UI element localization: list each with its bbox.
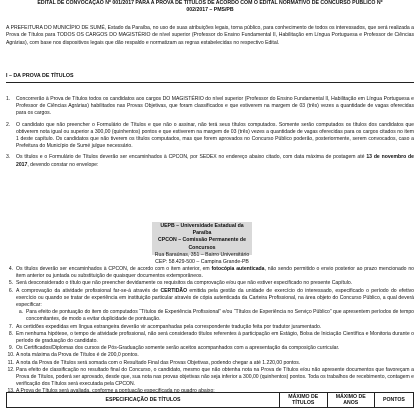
item-number: 10.: [7, 352, 15, 359]
list-item: [6, 280, 414, 287]
item-number: 11.: [7, 359, 15, 366]
item-text: [16, 266, 414, 280]
item-text-part: A comprovação da atividade profissional far-se-á através de: [16, 287, 161, 294]
list-subitem: [16, 309, 414, 323]
section-divider: [6, 82, 414, 83]
item-number: 5.: [8, 280, 14, 287]
item-text: As certidões expedidas em língua estrangeira deverão vir acompanhadas pela correspondente tradução feita por tradutor juramentado.: [16, 323, 322, 330]
list-item: [6, 345, 414, 352]
item-text: Em nenhuma hipótese, o tempo de atividade profissional, não será considerado títulos referentes à participação em Estágio, Bolsa de Iniciação Científica e Monitoria durante o período de graduação do candidato.: [16, 330, 414, 345]
item-number: 4.: [8, 266, 14, 272]
table-header-cell: PONTOS: [374, 393, 413, 408]
item-number: 9.: [8, 345, 14, 352]
list-item: [6, 266, 414, 280]
item-text-part: , devendo constar no envelope:: [27, 161, 99, 168]
item-number: 13.: [7, 388, 15, 395]
table-header-cell: MÁXIMO DE TÍTULOS: [280, 393, 327, 408]
address-line-2: CPCON – Comissão Permanente de Concursos: [158, 237, 246, 251]
item-text: [16, 154, 414, 168]
item-text-part: Os títulos deverão ser encaminhados à CPCON, de acordo com o item anterior, em: [16, 266, 212, 272]
item-text: Concorrerão à Prova de Títulos todos os candidatos aos cargos DO MAGISTÉRIO do nível superior (Professor do Ensino Fundamental II, Habilitação em Língua Portuguesa e Professor de Ciências Agrárias) habilitados nas Provas Objetivas, que foram classificados e que estiverem na margem de 03 (três) vezes a quantidade de vagas oferecidas para os cargos.: [16, 96, 414, 117]
item-text: O candidato que não preencher o Formulário de Títulos e que não o assinar, não terá seus títulos computados. Somente serão computados os títulos dos candidatos que obtiverem nota igual ou superior a 300,00 (quinhentos) pontos e que estiverem na margem de 03 (três) vezes a quantidade de vagas oferecidas para os cargos citados no item 1 deste capítulo. Os candidatos que não tiverem os títulos computados, mas que forem aprovados no Concurso Público poderão, posteriormente, serem convocados, caso a Prefeitura do Município de Sumé julgue necessário.: [16, 121, 414, 150]
item-number: 8.: [8, 330, 14, 337]
item-emphasis: CERTIDÃO: [160, 287, 188, 294]
header-line-1: EDITAL DE CONVOCAÇÃO Nº 001/2017 PARA A PROVA DE TÍTULOS DE ACORDO COM O EDITAL NORMATIVO DE CONCURSO PÚBLICO Nº: [37, 0, 383, 6]
item-text: A nota máxima da Prova de Títulos é de 200,0 pontos.: [16, 352, 139, 359]
address-line-3: Rua Baraúnas, 351 – Bairro Universitário: [154, 251, 250, 258]
item-number: 2.: [6, 121, 11, 128]
item-text: Para efeito de classificação no resultado final do Concurso, o candidato, mesmo que não obtenha nota na Prova de Títulos e/ou não apresente documentos que favoreçam a Prova de Títulos, poderá ser aprovado, desde que, sua nota nas provas objetivas não seja inferior a 300,00 (quinhentos) pontos. Toda os trabalhos de recebimento, contagem e verificação dos Títulos será executada pela CPCON.: [16, 366, 414, 388]
item-text: A nota da Prova de Títulos será somada com o Resultado Final das Provas Objetivas, podendo chegar a até 1.220,00 pontos.: [16, 359, 301, 366]
intro-paragraph: A PREFEITURA DO MUNICÍPIO DE SUMÉ, Estado da Paraíba, no uso de suas atribuições legais, torna público, para conhecimento de todos os interessados, que será realizada a Prova de Títulos para TODOS OS CARGOS DO MAGISTÉRIO de nível superior (Professor do Ensino Fundamental II, Habilitação em Língua Portuguesa e Professor de Ciências Agrárias), com base nos dispositivos legais que dão respaldo e normatizam as regras estabelecidas no respectivo Edital.: [6, 25, 414, 46]
item-text: A Prova de Títulos será avaliada, conforme a pontuação especificada no quadro abaixo:: [16, 388, 215, 395]
item-text: [16, 288, 414, 310]
table-header-cell: MÁXIMO DE ANOS: [327, 393, 374, 408]
item-number: 6.: [8, 287, 14, 294]
list-item: [6, 154, 414, 168]
item-number: 7.: [8, 323, 14, 330]
item-number: 3.: [6, 154, 11, 161]
items-list-continued: [6, 266, 414, 396]
list-item: [6, 288, 414, 310]
section-title: I – DA PROVA DE TÍTULOS: [6, 73, 74, 79]
items-list: [6, 96, 414, 169]
item-number: 12.: [7, 366, 15, 373]
item-text: Os Certificados/Diplomas dos cursos de Pós-Graduação somente serão aceitos acompanhados com a apresentação da composição curricular.: [16, 345, 340, 352]
deadline-date: 13 de novembro de 2017: [16, 154, 414, 168]
item-emphasis: fotocópia autenticada: [211, 266, 265, 272]
titles-table: [6, 392, 414, 408]
item-text-part: , não sendo permitido o envio posterior ao prazo mencionado no item anterior ou juntada ou substituição de quaisquer documentos extemporâneos.: [16, 266, 414, 280]
address-line-4: CEP: 58.429-500 – Campina Grande-PB: [155, 259, 249, 266]
list-item: [6, 324, 414, 331]
item-number: a.: [18, 309, 24, 316]
list-item: [6, 360, 414, 367]
item-text-part: Os títulos e o Formulário de Títulos deverão ser encaminhados à CPCON, por SEDEX no endereço abaixo citado, com data máxima de postagem até: [16, 154, 367, 161]
item-text-part: emitida pela gestão da unidade de exercício do interessado, especificado o período do efetivo exercício ou quando se tratar de experiência em instituição particular através de cópia autenticada da Carteira Profissional, na área objeto do Concurso Público, a qual deverá especificar:: [16, 287, 414, 309]
address-line-1: UEPB – Universidade Estadual da Paraíba: [160, 223, 244, 237]
address-box: [152, 222, 252, 266]
header-line-2: 002/2017 – PMS/PB: [186, 7, 234, 13]
list-item: [6, 367, 414, 389]
list-item: [6, 122, 414, 151]
table-header-row: [7, 393, 414, 408]
document-header: [6, 0, 414, 14]
item-text: Para efeito de pontuação do item do computados “Títulos de Experiência Profissional” e/ou “Títulos de Experiência no Serviço Público” que apresentem períodos de tempo concomitantes, de modo a evitar duplicidade de pontuação.: [26, 309, 414, 323]
item-number: 1.: [6, 96, 11, 102]
item-text: Será desconsiderado o título que não preencher devidamente os requisitos da comprovação e/ou que não estiver especificado no presente Capítulo.: [16, 280, 353, 287]
list-item: [6, 331, 414, 345]
list-item: [6, 352, 414, 359]
list-item: [6, 96, 414, 118]
table-header-cell: ESPECIFICAÇÃO DE TÍTULOS: [7, 393, 280, 408]
